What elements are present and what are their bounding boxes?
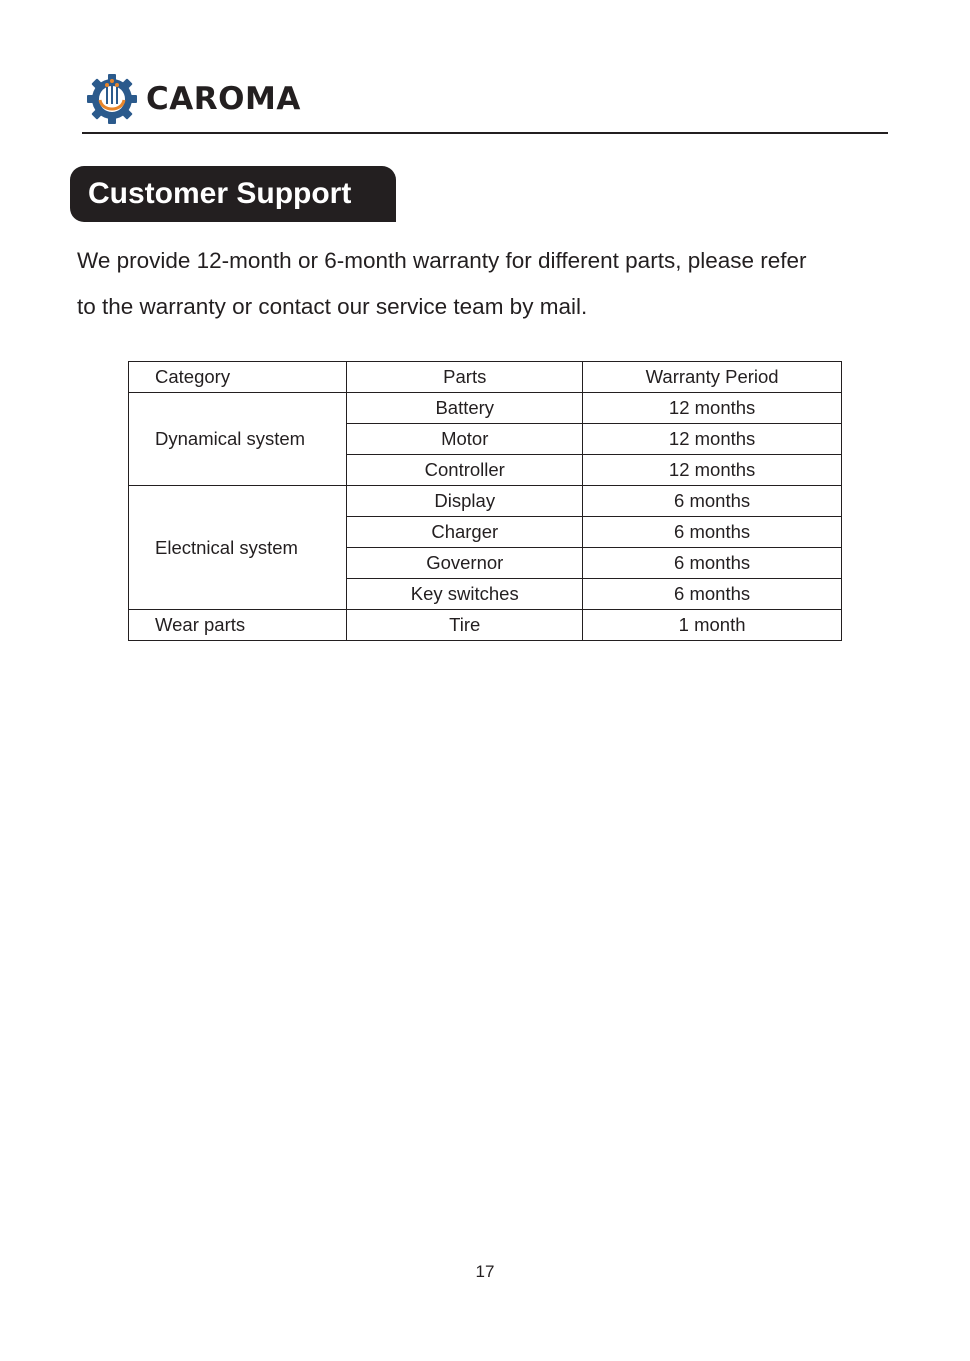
header-period: Warranty Period xyxy=(583,362,842,393)
header-divider xyxy=(82,132,888,134)
period-cell: 12 months xyxy=(583,424,842,455)
period-cell: 6 months xyxy=(583,579,842,610)
part-cell: Display xyxy=(347,486,583,517)
intro-text xyxy=(77,238,897,330)
header-category: Category xyxy=(129,362,347,393)
part-cell: Governor xyxy=(347,548,583,579)
part-cell: Controller xyxy=(347,455,583,486)
period-cell: 6 months xyxy=(583,548,842,579)
table-header-row xyxy=(129,362,842,393)
category-cell: Dynamical system xyxy=(129,393,347,486)
page-header xyxy=(82,68,888,128)
category-cell: Electnical system xyxy=(129,486,347,610)
period-cell: 12 months xyxy=(583,393,842,424)
period-cell: 6 months xyxy=(583,517,842,548)
header-parts: Parts xyxy=(347,362,583,393)
warranty-table xyxy=(128,361,842,641)
period-cell: 1 month xyxy=(583,610,842,641)
table-row xyxy=(129,610,842,641)
category-cell: Wear parts xyxy=(129,610,347,641)
period-cell: 6 months xyxy=(583,486,842,517)
table-row xyxy=(129,393,842,424)
brand-name: CAROMA xyxy=(146,81,301,117)
intro-line-2: to the warranty or contact our service team by mail. xyxy=(77,294,588,319)
section-title: Customer Support xyxy=(70,166,396,222)
period-cell: 12 months xyxy=(583,455,842,486)
page-number: 17 xyxy=(475,1262,495,1281)
table-row xyxy=(129,486,842,517)
part-cell: Motor xyxy=(347,424,583,455)
part-cell: Key switches xyxy=(347,579,583,610)
gear-circuit-logo-icon xyxy=(85,72,139,126)
part-cell: Tire xyxy=(347,610,583,641)
part-cell: Battery xyxy=(347,393,583,424)
part-cell: Charger xyxy=(347,517,583,548)
intro-line-1: We provide 12-month or 6-month warranty for different parts, please refer xyxy=(77,248,807,273)
